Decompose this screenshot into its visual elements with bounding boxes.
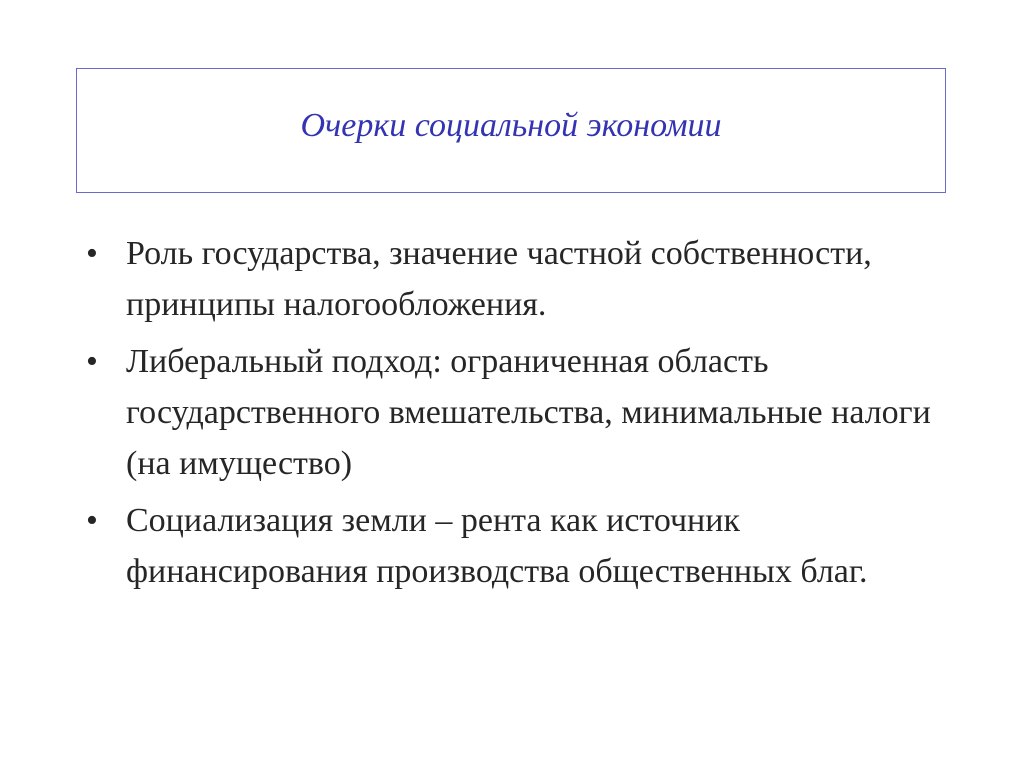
bullet-list (86, 228, 946, 603)
slide-title: Очерки социальной экономии (300, 106, 722, 144)
title-box (76, 68, 946, 193)
bullet-item-role-of-state (86, 228, 946, 330)
bullet-text: Роль государства, значение частной собственности, принципы налогообложения. (126, 235, 872, 323)
bullet-text: Либеральный подход: ограниченная область государственного вмешательства, минимальные налоги (на имущество) (126, 343, 931, 482)
bullet-item-liberal-approach (86, 336, 946, 489)
bullet-text: Социализация земли – рента как источник финансирования производства общественных благ. (126, 502, 868, 590)
bullet-marker: • (86, 235, 98, 272)
bullet-marker: • (86, 502, 98, 539)
bullet-item-land-socialization (86, 495, 946, 597)
bullet-marker: • (86, 343, 98, 380)
